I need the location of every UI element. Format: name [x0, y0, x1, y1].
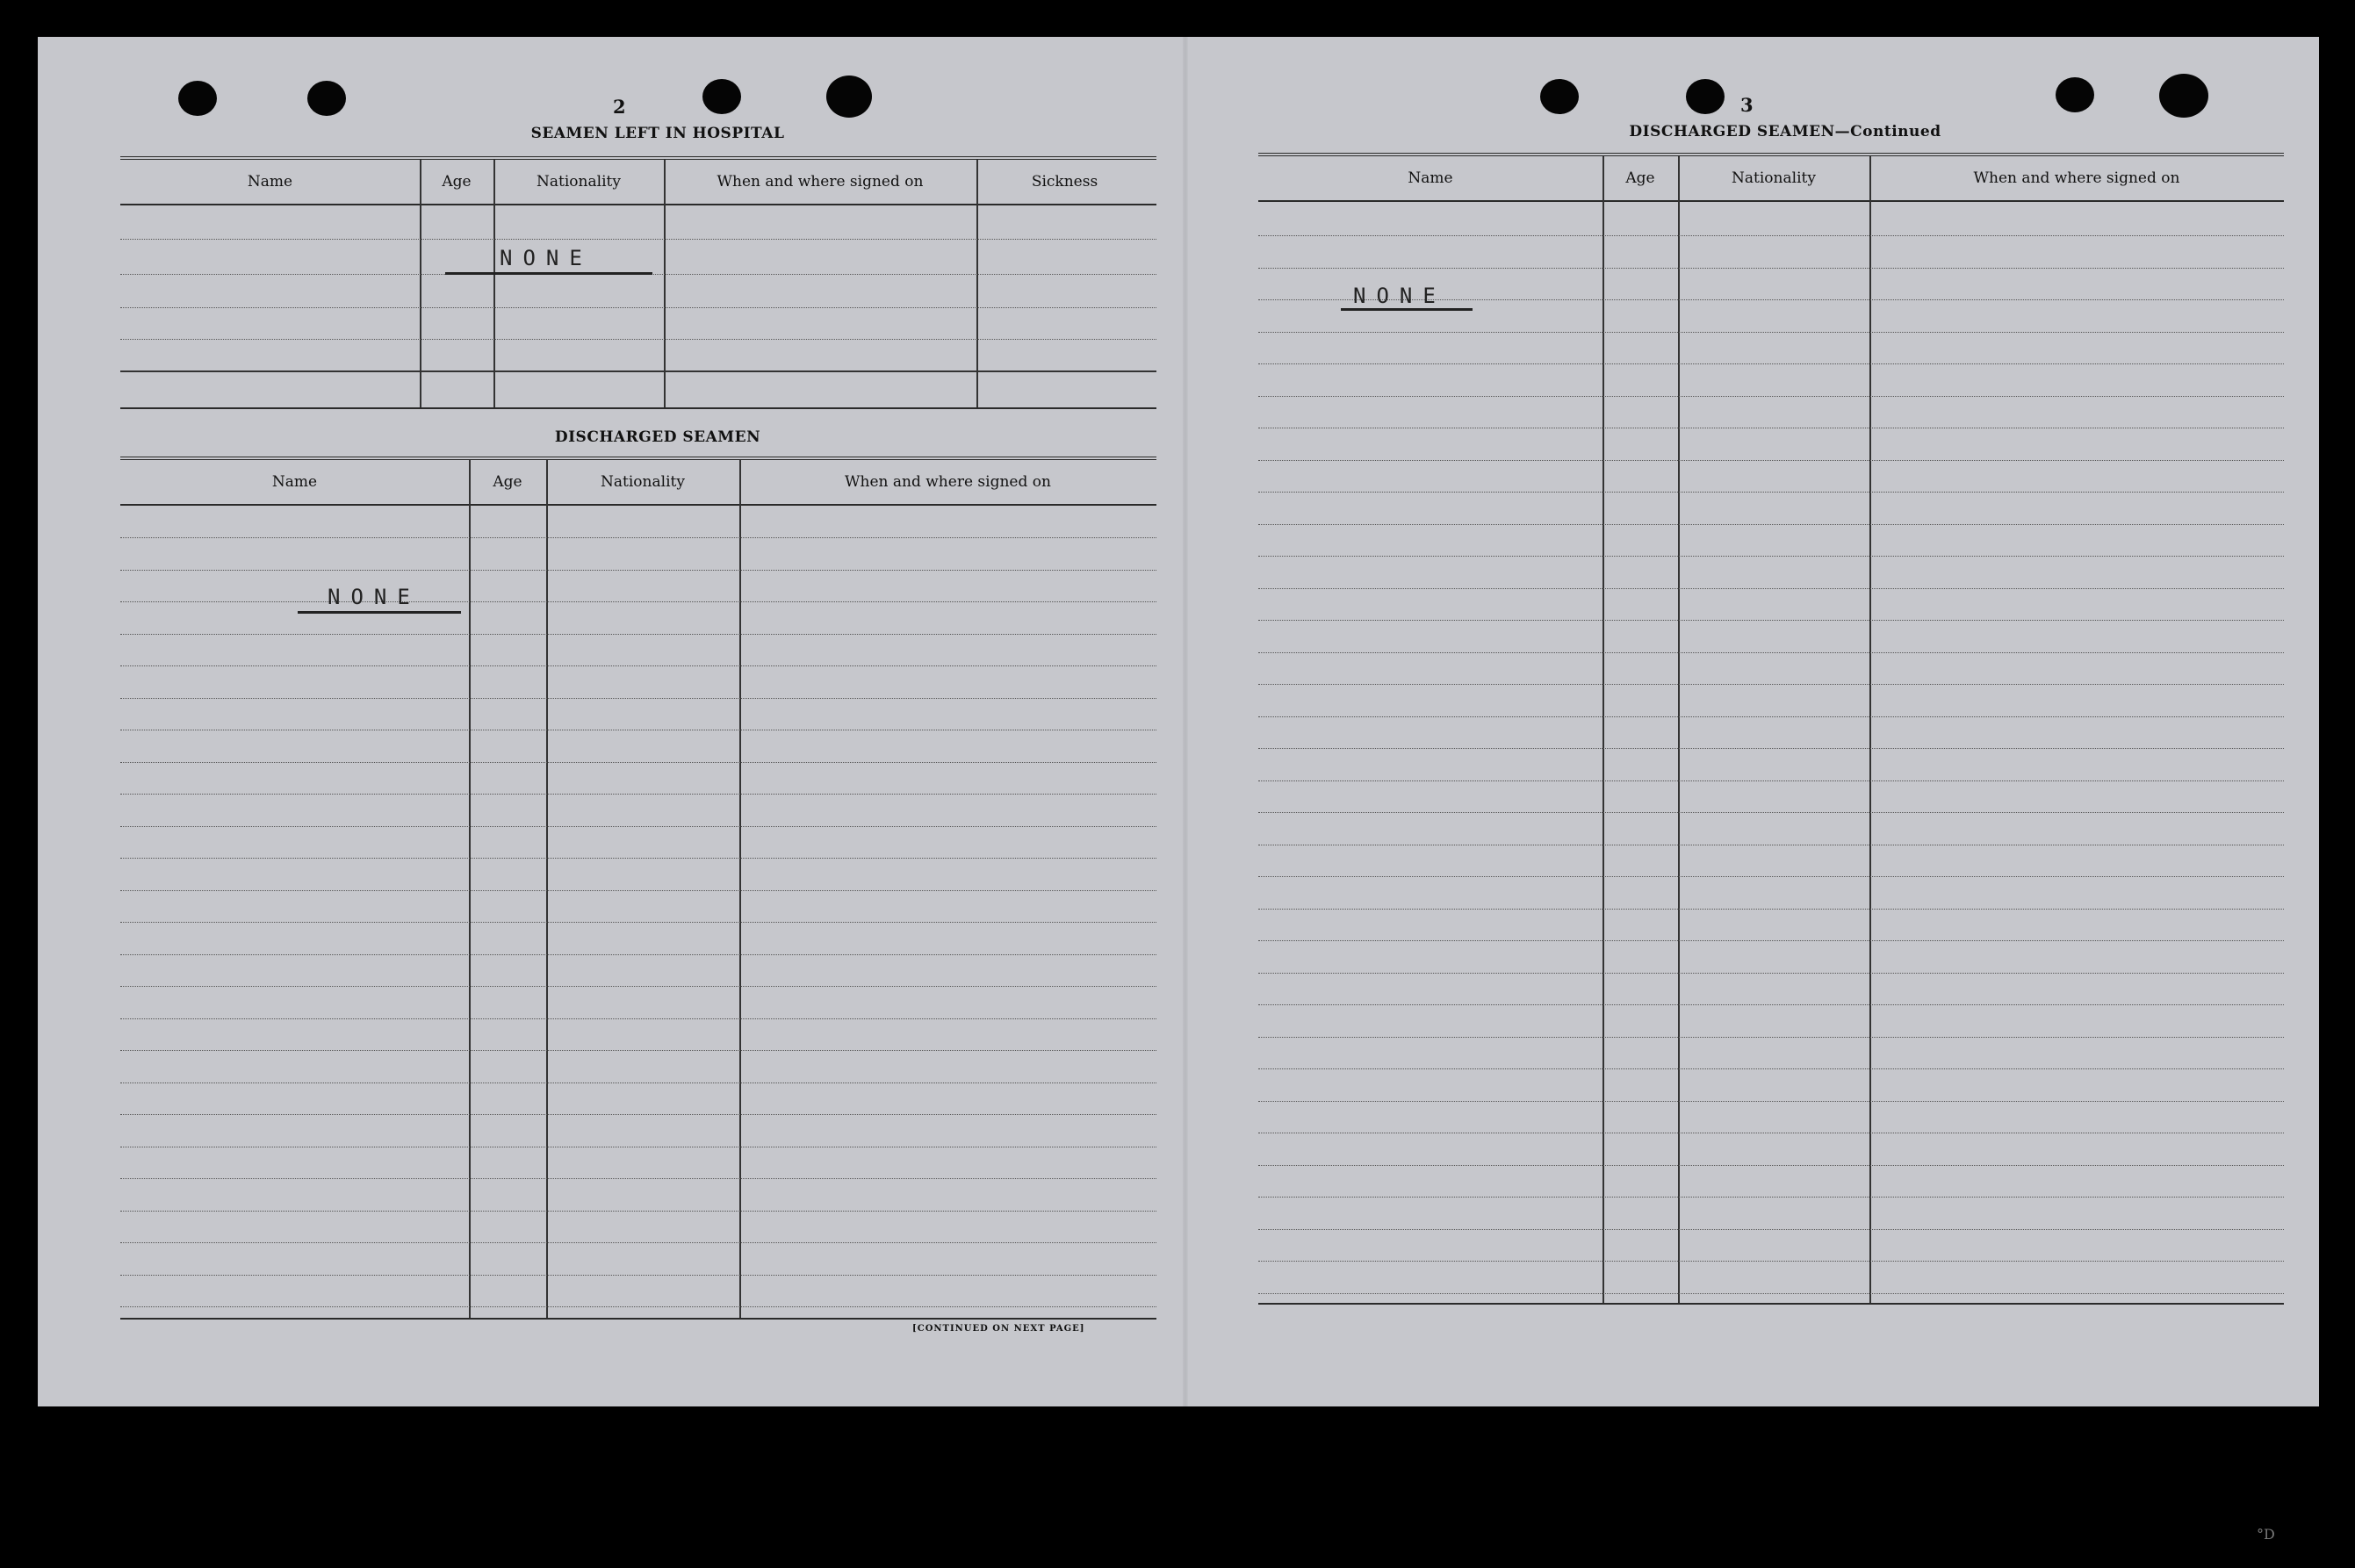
page-number-left: 2 — [613, 96, 626, 118]
entry-row-line — [120, 370, 1156, 372]
entry-row-line — [1258, 1293, 2284, 1294]
document-sheet — [38, 37, 2319, 1406]
hospital-table — [120, 156, 1156, 409]
entry-row-line — [1258, 876, 2284, 877]
column-divider — [546, 460, 548, 1318]
column-header-age: Age — [442, 173, 472, 191]
entry-row-line — [120, 239, 1156, 240]
entry-row-line — [1258, 1101, 2284, 1102]
column-header-signed-on: When and where signed on — [1973, 169, 2180, 187]
entry-row-line — [120, 570, 1156, 571]
entry-row-line — [120, 1275, 1156, 1276]
discharged-continued-title: DISCHARGED SEAMEN—Continued — [1629, 123, 1941, 140]
typed-underline — [1341, 308, 1473, 311]
column-divider — [1869, 156, 1871, 1303]
entry-row-line — [120, 1178, 1156, 1179]
entry-row-line — [120, 1211, 1156, 1212]
entry-row-line — [120, 1050, 1156, 1051]
punch-hole — [307, 81, 346, 116]
entry-row-line — [1258, 1068, 2284, 1069]
entry-row-line — [1258, 524, 2284, 525]
entry-row-line — [120, 762, 1156, 763]
discharged-continued-table — [1258, 153, 2284, 1305]
entry-row-line — [120, 537, 1156, 538]
column-divider — [469, 460, 471, 1318]
entry-row-line — [120, 922, 1156, 923]
column-divider — [1678, 156, 1680, 1303]
entry-row-line — [1258, 780, 2284, 781]
punch-hole — [1686, 79, 1725, 114]
entry-row-line — [1258, 684, 2284, 685]
discharged-section-title: DISCHARGED SEAMEN — [554, 428, 761, 446]
entry-row-line — [120, 1114, 1156, 1115]
punch-hole — [2159, 74, 2208, 118]
entry-row-line — [1258, 556, 2284, 557]
continued-footnote: [CONTINUED ON NEXT PAGE] — [912, 1324, 1085, 1334]
entry-row-line — [1258, 748, 2284, 749]
entry-row-line — [120, 1242, 1156, 1243]
entry-row-line — [120, 601, 1156, 602]
entry-row-line — [1258, 235, 2284, 236]
typed-entry-none: NONE — [500, 246, 593, 270]
column-header-age: Age — [493, 473, 522, 491]
entry-row-line — [120, 986, 1156, 987]
entry-row-line — [120, 794, 1156, 795]
entry-row-line — [1258, 909, 2284, 910]
entry-row-line — [120, 1306, 1156, 1307]
column-divider — [739, 460, 741, 1318]
entry-row-line — [1258, 973, 2284, 974]
corner-mark: °D — [2257, 1526, 2275, 1543]
column-header-nationality: Nationality — [537, 173, 621, 191]
entry-row-line — [1258, 940, 2284, 941]
column-header-name: Name — [247, 173, 293, 191]
discharged-continued-header — [1258, 156, 2284, 202]
entry-row-line — [1258, 460, 2284, 461]
punch-hole — [2056, 77, 2094, 112]
entry-row-line — [1258, 652, 2284, 653]
column-header-nationality: Nationality — [1732, 169, 1816, 187]
entry-row-line — [1258, 332, 2284, 333]
entry-row-line — [120, 634, 1156, 635]
entry-row-line — [120, 954, 1156, 955]
entry-row-line — [120, 890, 1156, 891]
entry-row-line — [1258, 620, 2284, 621]
entry-row-line — [120, 826, 1156, 827]
column-divider — [1602, 156, 1604, 1303]
column-header-name: Name — [1408, 169, 1453, 187]
punch-hole — [826, 76, 872, 118]
entry-row-line — [1258, 1004, 2284, 1005]
punch-hole — [178, 81, 217, 116]
column-header-sickness: Sickness — [1031, 173, 1098, 191]
entry-row-line — [1258, 1261, 2284, 1262]
entry-row-line — [120, 339, 1156, 340]
entry-row-line — [120, 1018, 1156, 1019]
entry-row-line — [1258, 492, 2284, 493]
entry-row-line — [1258, 1165, 2284, 1166]
entry-row-line — [120, 698, 1156, 699]
entry-row-line — [120, 665, 1156, 666]
page-number-right: 3 — [1740, 94, 1754, 116]
entry-row-line — [1258, 268, 2284, 269]
column-header-signed-on: When and where signed on — [845, 473, 1051, 491]
column-header-nationality: Nationality — [601, 473, 685, 491]
entry-row-line — [1258, 1197, 2284, 1198]
entry-row-line — [1258, 588, 2284, 589]
discharged-table-header — [120, 460, 1156, 506]
column-header-signed-on: When and where signed on — [717, 173, 924, 191]
hospital-table-header — [120, 160, 1156, 205]
punch-hole — [702, 79, 741, 114]
entry-row-line — [1258, 396, 2284, 397]
typed-underline — [445, 272, 652, 275]
column-header-name: Name — [271, 473, 318, 491]
page-fold — [1183, 37, 1188, 1406]
entry-row-line — [120, 307, 1156, 308]
entry-row-line — [1258, 1037, 2284, 1038]
entry-row-line — [1258, 1229, 2284, 1230]
entry-row-line — [1258, 363, 2284, 364]
discharged-table — [120, 457, 1156, 1320]
entry-row-line — [1258, 812, 2284, 813]
typed-entry-none: NONE — [328, 585, 421, 609]
entry-row-line — [1258, 716, 2284, 717]
entry-row-line — [120, 1082, 1156, 1083]
typed-entry-none: NONE — [1353, 284, 1446, 308]
entry-row-line — [120, 858, 1156, 859]
punch-hole — [1540, 79, 1579, 114]
column-header-age: Age — [1625, 169, 1655, 187]
hospital-section-title: SEAMEN LEFT IN HOSPITAL — [530, 125, 785, 142]
typed-underline — [298, 611, 461, 614]
